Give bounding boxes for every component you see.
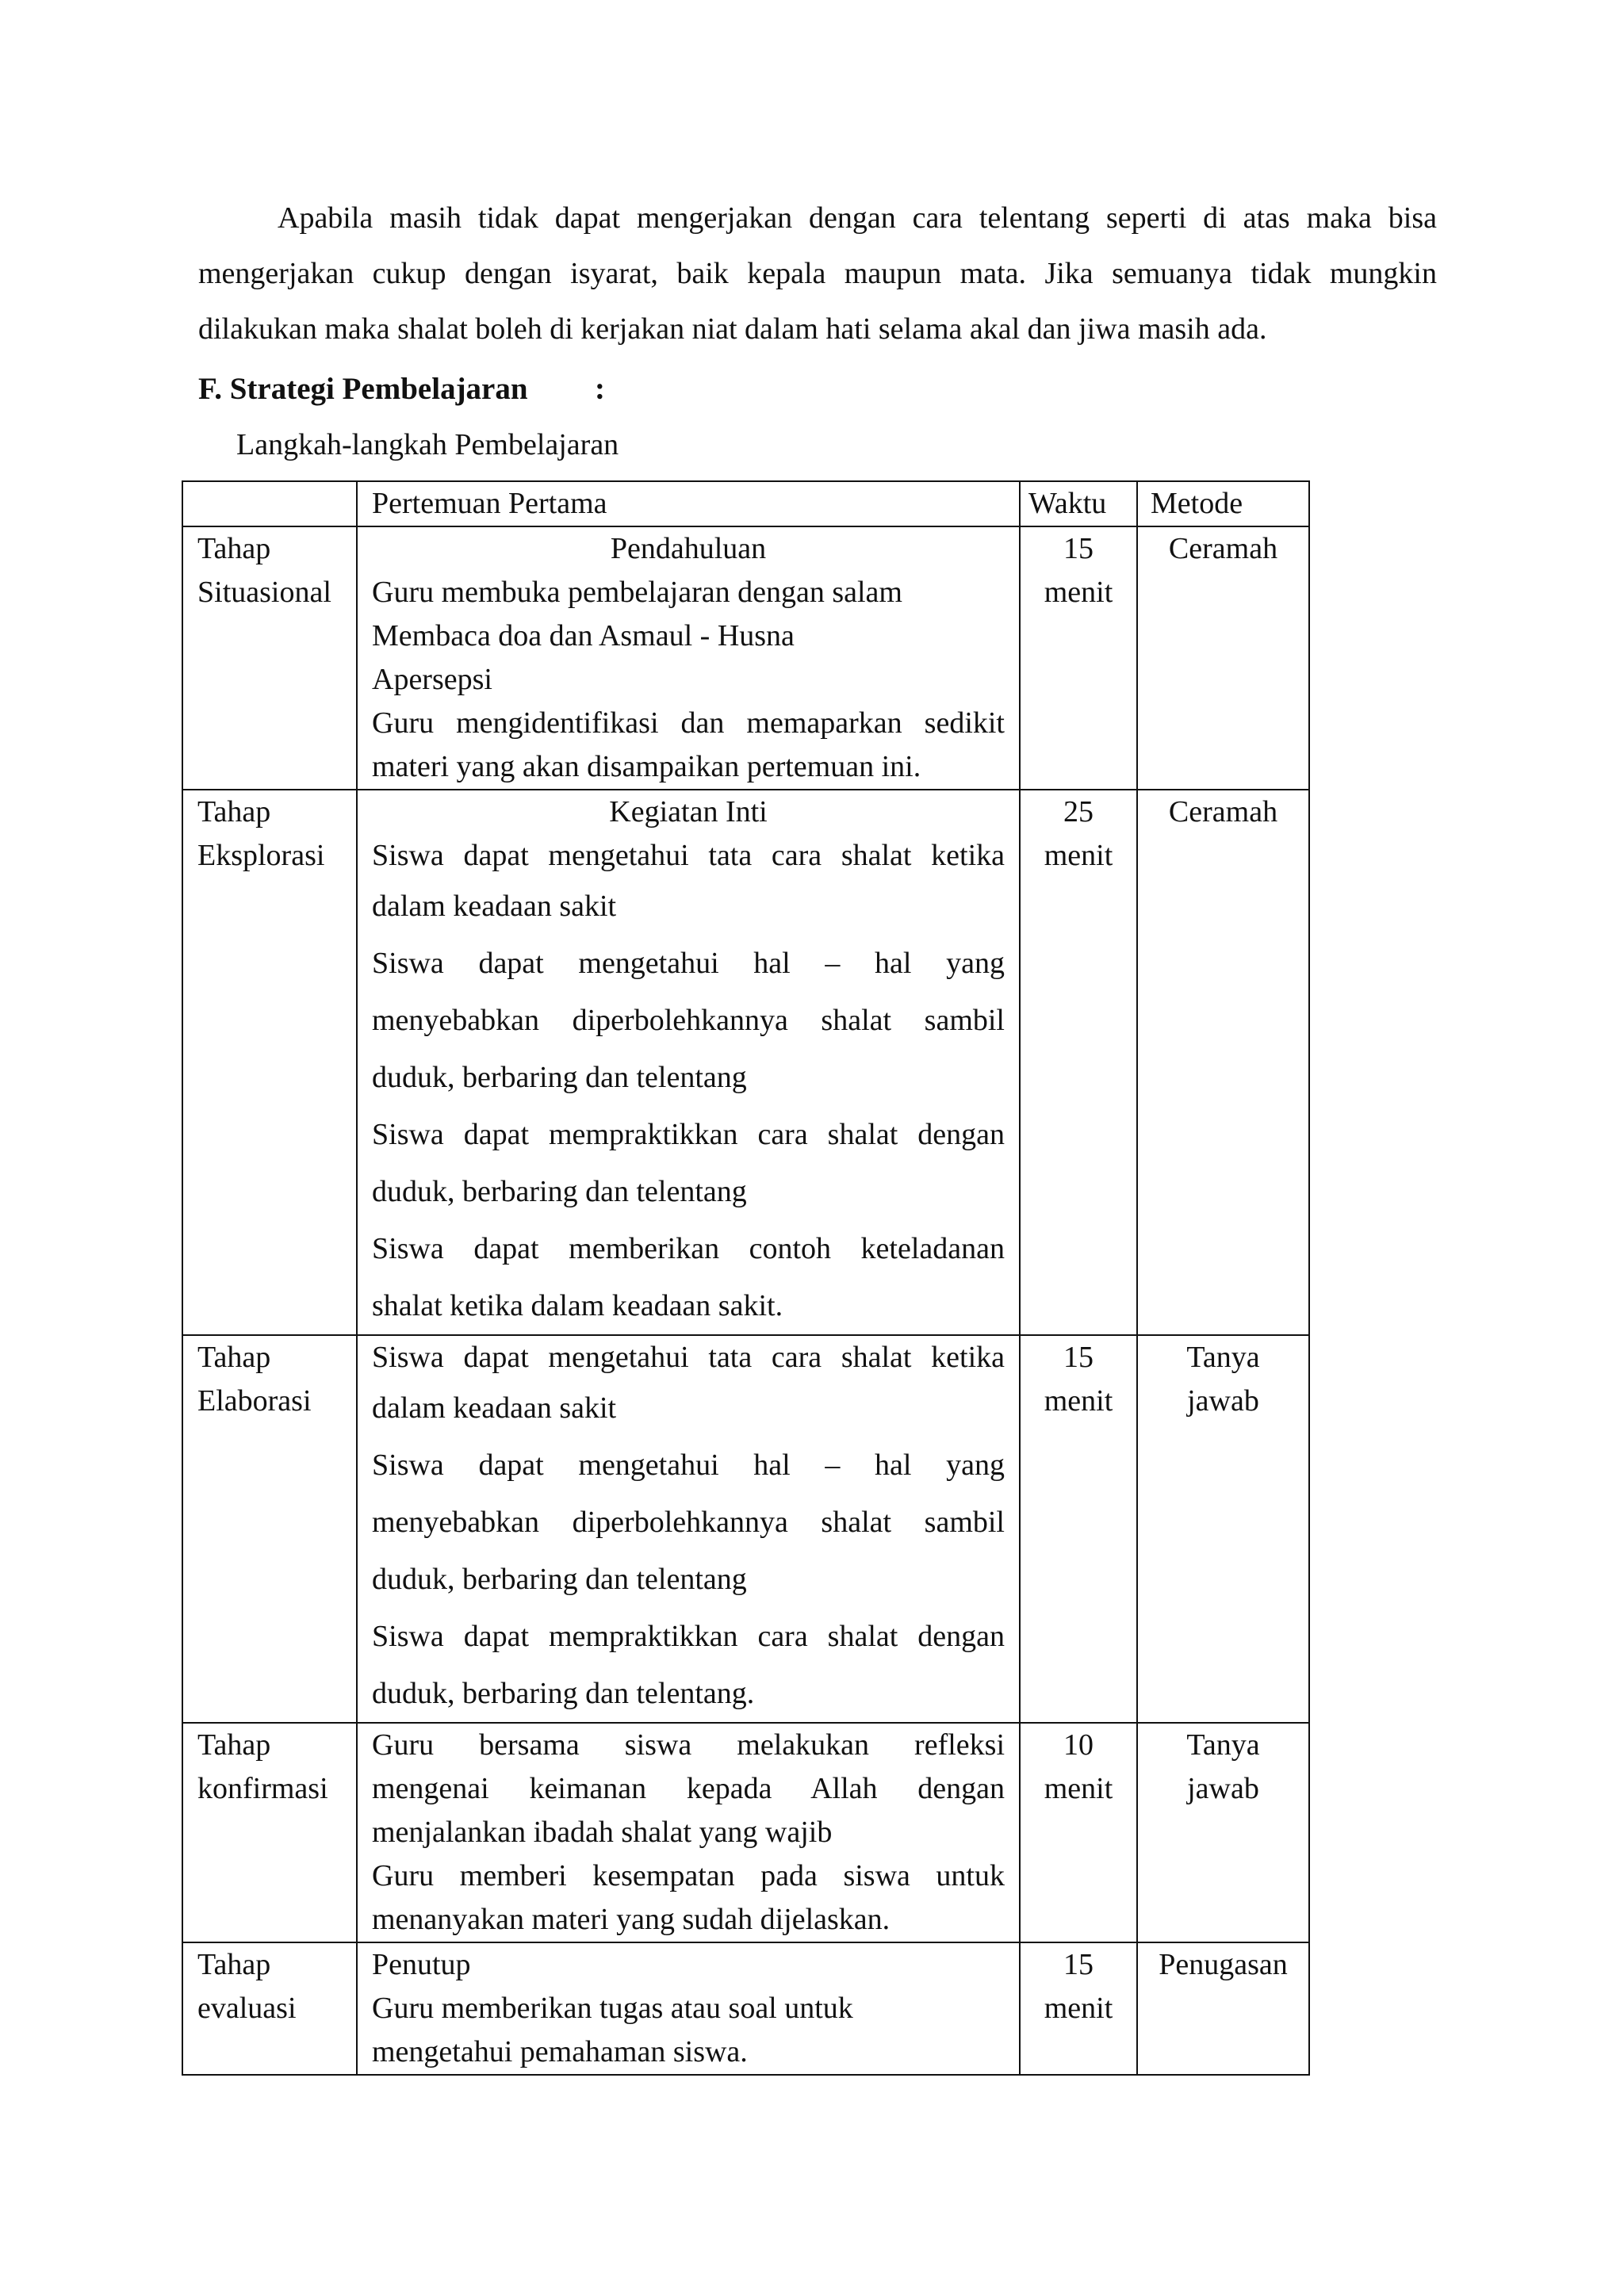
- header-cell-stage: [182, 481, 357, 526]
- stage-name: Elaborasi: [197, 1384, 312, 1418]
- activity-line: mengenai keimanan kepada Allah dengan: [372, 1772, 1005, 1805]
- activity-line: shalat ketika dalam keadaan sakit.: [372, 1289, 783, 1322]
- stage-name: konfirmasi: [197, 1772, 328, 1805]
- table-header-row: [182, 481, 1309, 526]
- method-value: Penugasan: [1159, 1948, 1288, 1981]
- time-unit: menit: [1044, 576, 1113, 609]
- method-cell: [1137, 1723, 1309, 1942]
- header-cell-method: Metode: [1137, 481, 1309, 526]
- time-cell: [1020, 1942, 1137, 2075]
- stage-name: Eksplorasi: [197, 839, 325, 872]
- section-heading-colon: :: [595, 372, 605, 406]
- activity-line: Apersepsi: [372, 663, 492, 696]
- stage-name: evaluasi: [197, 1992, 297, 2025]
- activity-line: duduk, berbaring dan telentang: [372, 1175, 747, 1208]
- activity-cell: [357, 1335, 1020, 1723]
- activity-cell: [357, 1723, 1020, 1942]
- body-paragraph: [198, 190, 1437, 357]
- method-cell: [1137, 1335, 1309, 1723]
- activity-cell: [357, 526, 1020, 790]
- section-heading: [198, 362, 605, 417]
- time-value: 10: [1063, 1728, 1094, 1762]
- table-row: [182, 1942, 1309, 2075]
- stage-cell: [182, 1942, 357, 2075]
- activity-line: Siswa dapat mempraktikkan cara shalat dengan: [372, 1118, 1005, 1151]
- activity-line: mengetahui pemahaman siswa.: [372, 2035, 748, 2068]
- activity-line: Siswa dapat mengetahui hal – hal yang: [372, 947, 1005, 980]
- header-cell-time: Waktu: [1020, 481, 1137, 526]
- learning-steps-table: [182, 480, 1310, 2076]
- activity-line: Guru mengidentifikasi dan memaparkan sedikit: [372, 706, 1005, 740]
- time-unit: menit: [1044, 1384, 1113, 1418]
- activity-line: dalam keadaan sakit: [372, 890, 617, 923]
- method-value: jawab: [1187, 1384, 1259, 1418]
- method-value: Tanya: [1186, 1341, 1260, 1374]
- activity-line: Siswa dapat mengetahui tata cara shalat ketika: [372, 1341, 1005, 1374]
- stage-label: Tahap: [197, 1948, 271, 1981]
- activity-line: Guru bersama siswa melakukan refleksi: [372, 1728, 1005, 1762]
- activity-line: duduk, berbaring dan telentang: [372, 1563, 747, 1596]
- time-unit: menit: [1044, 1772, 1113, 1805]
- stage-cell: [182, 526, 357, 790]
- time-cell: [1020, 526, 1137, 790]
- section-heading-text: F. Strategi Pembelajaran: [198, 372, 528, 406]
- header-cell-meeting: Pertemuan Pertama: [357, 481, 1020, 526]
- method-value: jawab: [1187, 1772, 1259, 1805]
- time-unit: menit: [1044, 839, 1113, 872]
- time-value: 15: [1063, 532, 1094, 565]
- table-row: [182, 790, 1309, 1335]
- paragraph-line-1: Apabila masih tidak dapat mengerjakan dengan cara telentang seperti di atas maka bisa: [278, 201, 1437, 235]
- activity-line: duduk, berbaring dan telentang: [372, 1061, 747, 1094]
- stage-label: Tahap: [197, 795, 271, 828]
- stage-cell: [182, 1335, 357, 1723]
- activity-line: Membaca doa dan Asmaul - Husna: [372, 619, 795, 652]
- activity-line: duduk, berbaring dan telentang.: [372, 1677, 755, 1710]
- table-row: [182, 1335, 1309, 1723]
- activity-line: Siswa dapat mempraktikkan cara shalat dengan: [372, 1620, 1005, 1653]
- activity-line: Guru memberikan tugas atau soal untuk: [372, 1992, 853, 2025]
- activity-line: Siswa dapat memberikan contoh keteladanan: [372, 1232, 1005, 1265]
- method-cell: [1137, 1942, 1309, 2075]
- table-row: [182, 1723, 1309, 1942]
- method-value: Ceramah: [1168, 795, 1278, 828]
- activity-line: Guru memberi kesempatan pada siswa untuk: [372, 1859, 1005, 1892]
- activity-line: dalam keadaan sakit: [372, 1391, 617, 1425]
- time-cell: [1020, 790, 1137, 1335]
- activity-title: Kegiatan Inti: [609, 795, 768, 828]
- stage-label: Tahap: [197, 1341, 271, 1374]
- activity-line: menyebabkan diperbolehkannya shalat sambil: [372, 1004, 1005, 1037]
- activity-line: Penutup: [372, 1948, 471, 1981]
- activity-line: menanyakan materi yang sudah dijelaskan.: [372, 1903, 891, 1936]
- method-cell: [1137, 790, 1309, 1335]
- method-value: Ceramah: [1168, 532, 1278, 565]
- activity-line: Siswa dapat mengetahui hal – hal yang: [372, 1448, 1005, 1482]
- stage-cell: [182, 790, 357, 1335]
- stage-label: Tahap: [197, 1728, 271, 1762]
- paragraph-line-3: dilakukan maka shalat boleh di kerjakan niat dalam hati selama akal dan jiwa masih ada.: [198, 312, 1267, 346]
- activity-line: materi yang akan disampaikan pertemuan ini.: [372, 750, 921, 783]
- method-value: Tanya: [1186, 1728, 1260, 1762]
- activity-line: menjalankan ibadah shalat yang wajib: [372, 1816, 833, 1849]
- table-row: [182, 526, 1309, 790]
- stage-label: Tahap: [197, 532, 271, 565]
- time-cell: [1020, 1723, 1137, 1942]
- time-value: 25: [1063, 795, 1094, 828]
- time-unit: menit: [1044, 1992, 1113, 2025]
- time-cell: [1020, 1335, 1137, 1723]
- stage-name: Situasional: [197, 576, 331, 609]
- time-value: 15: [1063, 1948, 1094, 1981]
- stage-cell: [182, 1723, 357, 1942]
- activity-line: Guru membuka pembelajaran dengan salam: [372, 576, 902, 609]
- section-subheading: Langkah-langkah Pembelajaran: [236, 428, 619, 461]
- activity-line: Siswa dapat mengetahui tata cara shalat ketika: [372, 839, 1005, 872]
- method-cell: [1137, 526, 1309, 790]
- activity-line: menyebabkan diperbolehkannya shalat sambil: [372, 1506, 1005, 1539]
- time-value: 15: [1063, 1341, 1094, 1374]
- activity-title: Pendahuluan: [610, 532, 767, 565]
- activity-cell: [357, 1942, 1020, 2075]
- activity-cell: [357, 790, 1020, 1335]
- paragraph-line-2: mengerjakan cukup dengan isyarat, baik kepala maupun mata. Jika semuanya tidak mungkin: [198, 257, 1437, 290]
